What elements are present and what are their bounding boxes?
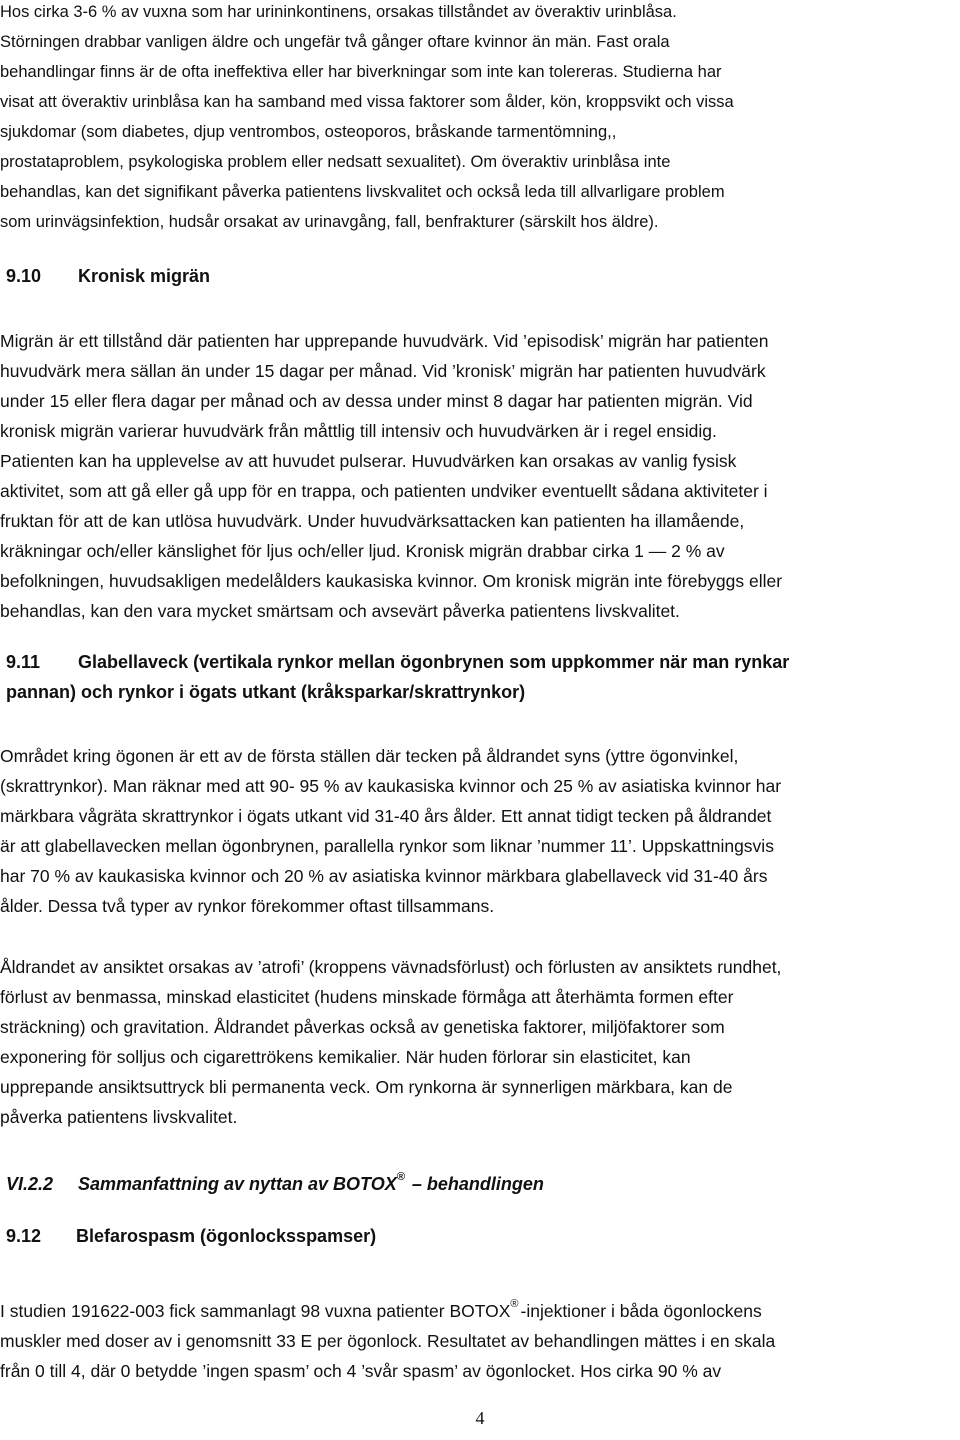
text-line: under 15 eller flera dagar per månad och av dessa under minst 8 dagar har patienten migrän. Vid bbox=[0, 391, 753, 411]
text-line: behandlingar finns är de ofta ineffektiva eller har biverkningar som inte kan tolereras. Studierna har bbox=[0, 63, 722, 81]
text-line: fruktan för att de kan utlösa huvudvärk. Under huvudvärksattacken kan patienten ha illamående, bbox=[0, 511, 745, 531]
text-line: som urinvägsinfektion, hudsår orsakat av urinavgång, fall, benfrakturer (särskilt hos äldre). bbox=[0, 213, 659, 231]
text-line: påverka patientens livskvalitet. bbox=[0, 1107, 238, 1127]
text-line: ålder. Dessa två typer av rynkor förekommer oftast tillsammans. bbox=[0, 896, 495, 916]
text-line: märkbara vågräta skrattrynkor i ögats utkant vid 31-40 års ålder. Ett annat tidigt tecken på åldrandet bbox=[0, 806, 772, 826]
registered-mark: ® bbox=[510, 1298, 519, 1310]
text-fragment: -injektioner i båda ögonlockens bbox=[520, 1301, 762, 1321]
section-number: VI.2.2 bbox=[6, 1174, 54, 1194]
section-number: 9.12 bbox=[6, 1226, 42, 1246]
section-title: Kronisk migrän bbox=[78, 266, 211, 286]
text-line: behandlas, kan den vara mycket smärtsam och avsevärt påverka patientens livskvalitet. bbox=[0, 601, 680, 621]
text-line: Hos cirka 3-6 % av vuxna som har urininkontinens, orsakas tillståndet av överaktiv urinblåsa. bbox=[0, 3, 677, 21]
text-line: upprepande ansiktsuttryck bli permanenta veck. Om rynkorna är synnerligen märkbara, kan de bbox=[0, 1077, 733, 1097]
text-line: muskler med doser av i genomsnitt 33 E per ögonlock. Resultatet av behandlingen mättes i en skala bbox=[0, 1331, 776, 1351]
text-line: Störningen drabbar vanligen äldre och ungefär två gånger oftare kvinnor än män. Fast orala bbox=[0, 33, 670, 51]
wrinkles-paragraph-1 bbox=[0, 741, 950, 921]
text-line: förlust av benmassa, minskad elasticitet (hudens minskade förmåga att återhämta formen efter bbox=[0, 987, 734, 1007]
text-fragment: I studien 191622-003 fick sammanlagt 98 vuxna patienter BOTOX bbox=[0, 1301, 511, 1321]
text-line: är att glabellavecken mellan ögonbrynen, parallella rynkor som liknar ’nummer 11’. Uppskattningsvis bbox=[0, 836, 774, 856]
registered-mark: ® bbox=[396, 1171, 405, 1183]
section-title: Blefarospasm (ögonlocksspamser) bbox=[76, 1226, 377, 1246]
blepharospasm-paragraph bbox=[0, 1289, 950, 1386]
text-line: Migrän är ett tillstånd där patienten har upprepande huvudvärk. Vid ’episodisk’ migrän har patienten bbox=[0, 331, 769, 351]
section-title-suffix: – behandlingen bbox=[406, 1174, 544, 1194]
text-line: sjukdomar (som diabetes, djup ventrombos, osteoporos, bråskande tarmentömning,, bbox=[0, 123, 617, 141]
text-line: behandlas, kan det signifikant påverka patientens livskvalitet och också leda till allvarligare problem bbox=[0, 183, 725, 201]
text-line: (skrattrynkor). Man räknar med att 90- 95 % av kaukasiska kvinnor och 25 % av asiatiska kvinnor har bbox=[0, 776, 782, 796]
text-line: Patienten kan ha upplevelse av att huvudet pulserar. Huvudvärken kan orsakas av vanlig fysisk bbox=[0, 451, 737, 471]
section-heading-9-10 bbox=[6, 261, 210, 291]
section-number: 9.10 bbox=[6, 266, 42, 286]
section-heading-vi-2-2 bbox=[6, 1162, 544, 1199]
section-heading-9-11-cont bbox=[6, 677, 525, 707]
section-heading-9-12 bbox=[6, 1221, 376, 1251]
text-line: kräkningar och/eller känslighet för ljus och/eller ljud. Kronisk migrän drabbar cirka 1 — 2 % av bbox=[0, 541, 725, 561]
text-line: aktivitet, som att gå eller gå upp för en trappa, och patienten undviker eventuellt sådana aktiviteter i bbox=[0, 481, 768, 501]
section-heading-9-11 bbox=[6, 647, 789, 677]
text-line: befolkningen, huvudsakligen medelålders kaukasiska kvinnor. Om kronisk migrän inte förebyggs eller bbox=[0, 571, 783, 591]
text-line: exponering för solljus och cigarettrökens kemikalier. När huden förlorar sin elasticitet, kan bbox=[0, 1047, 691, 1067]
text-line: sträckning) och gravitation. Åldrandet påverkas också av genetiska faktorer, miljöfaktorer som bbox=[0, 1017, 725, 1037]
intro-paragraph bbox=[0, 0, 950, 237]
section-title-continued: pannan) och rynkor i ögats utkant (kråksparkar/skrattrynkor) bbox=[6, 682, 526, 702]
wrinkles-paragraph-2 bbox=[0, 952, 950, 1132]
migraine-paragraph bbox=[0, 326, 950, 626]
text-line: huvudvärk mera sällan än under 15 dagar per månad. Vid ’kronisk’ migrän har patienten huvudvärk bbox=[0, 361, 766, 381]
text-line: kronisk migrän varierar huvudvärk från måttlig till intensiv och huvudvärken är i regel ensidig. bbox=[0, 421, 717, 441]
section-title: Glabellaveck (vertikala rynkor mellan ögonbrynen som uppkommer när man rynkar bbox=[78, 652, 790, 672]
text-line: Området kring ögonen är ett av de första ställen där tecken på åldrandet syns (yttre ögonvinkel, bbox=[0, 746, 739, 766]
section-title: Sammanfattning av nyttan av BOTOX bbox=[78, 1174, 397, 1194]
section-number: 9.11 bbox=[6, 652, 41, 672]
page-number: 4 bbox=[475, 1408, 485, 1428]
text-line: prostataproblem, psykologiska problem eller nedsatt sexualitet). Om överaktiv urinblåsa inte bbox=[0, 153, 671, 171]
text-line: har 70 % av kaukasiska kvinnor och 20 % av asiatiska kvinnor märkbara glabellaveck vid 31-40 års bbox=[0, 866, 768, 886]
text-line: visat att överaktiv urinblåsa kan ha samband med vissa faktorer som ålder, kön, kroppsvikt och vissa bbox=[0, 93, 734, 111]
text-line: Åldrandet av ansiktet orsakas av ’atrofi’ (kroppens vävnadsförlust) och förlusten av ansiktets rundhet, bbox=[0, 957, 782, 977]
text-line bbox=[0, 1289, 950, 1326]
text-line: från 0 till 4, där 0 betydde ’ingen spasm’ och 4 ’svår spasm’ av ögonlocket. Hos cirka 90 % av bbox=[0, 1361, 722, 1381]
